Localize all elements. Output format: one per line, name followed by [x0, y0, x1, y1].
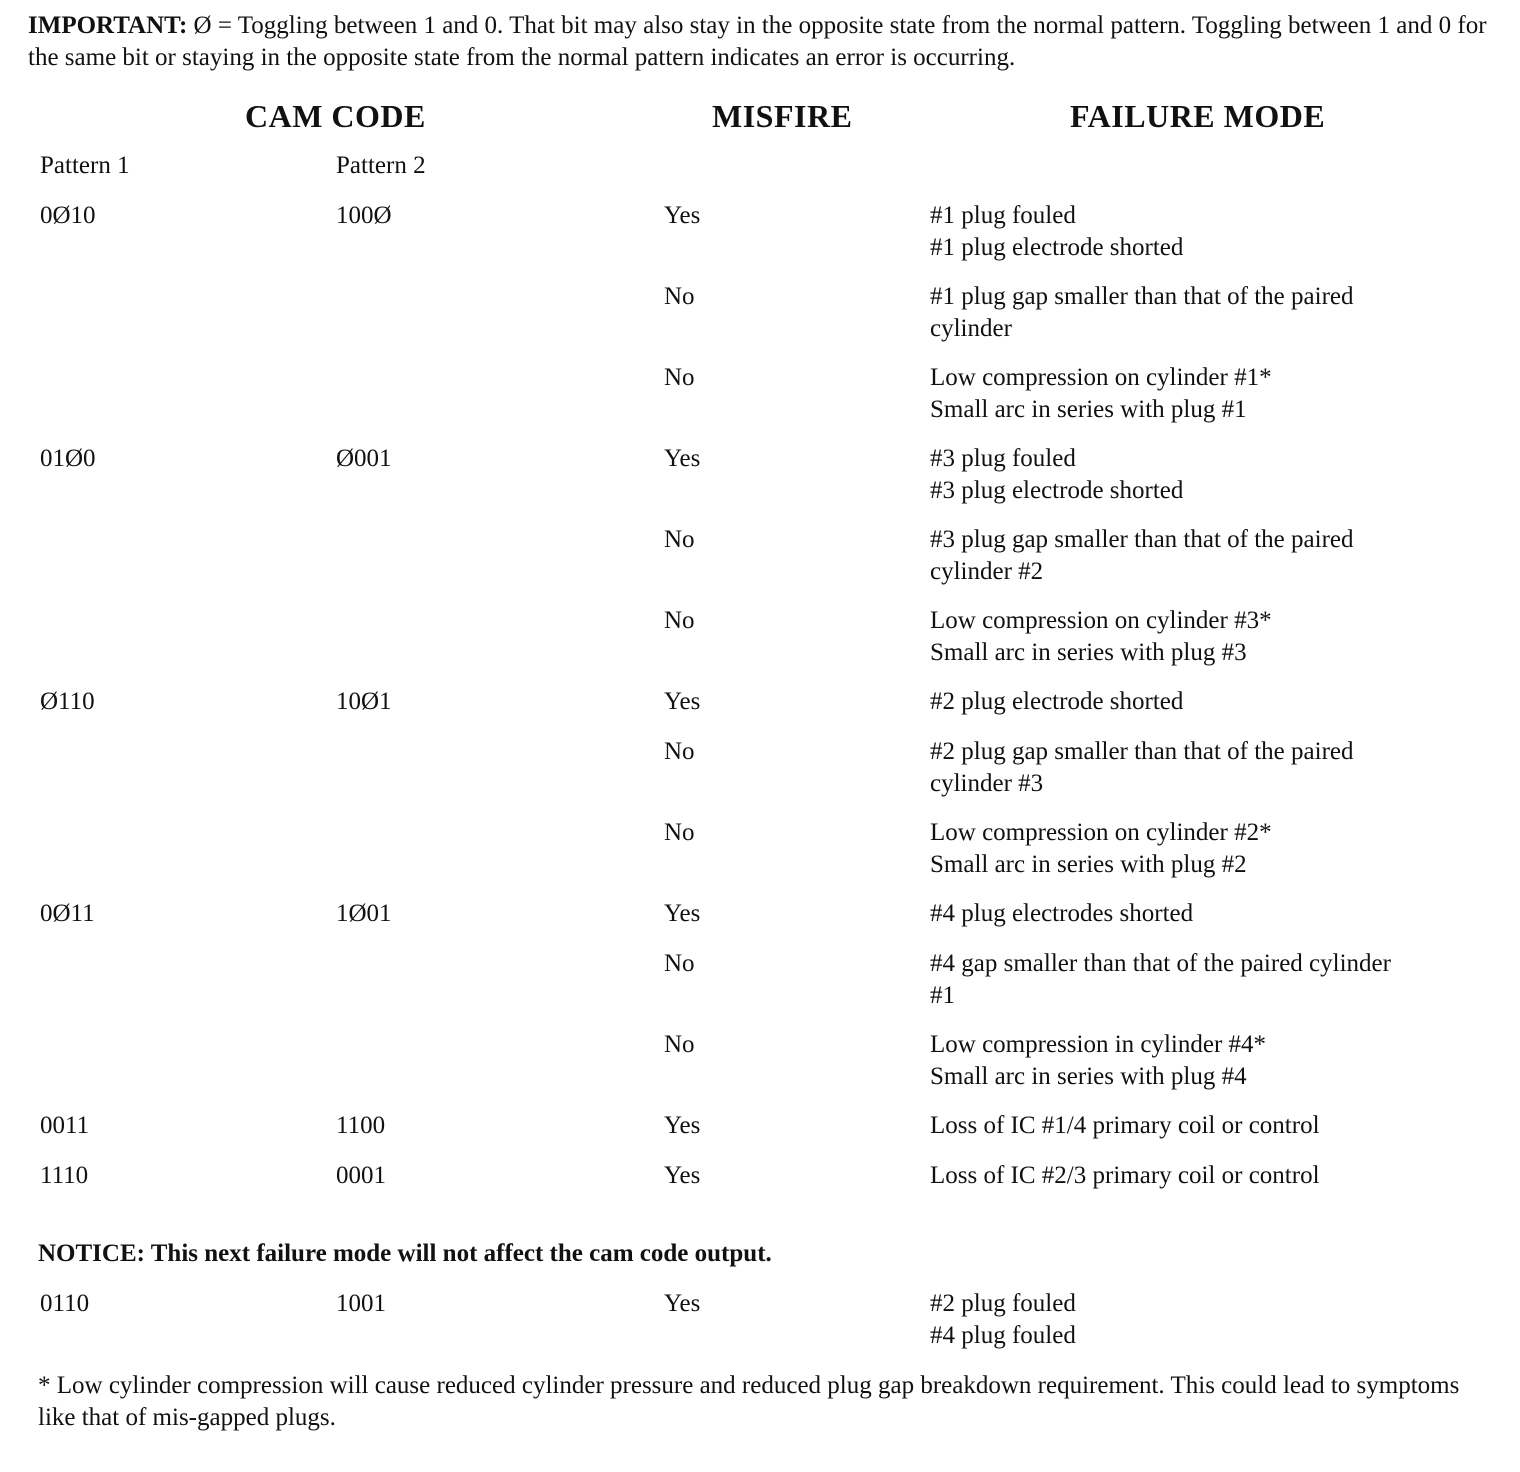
pattern2-cell: 10Ø1: [336, 688, 392, 715]
failure-line: Small arc in series with plug #2: [930, 851, 1247, 878]
failure-line: Small arc in series with plug #1: [930, 396, 1247, 423]
table-row: [0, 200, 1520, 281]
failure-line: #3 plug gap smaller than that of the paired: [930, 526, 1354, 553]
pattern2-cell: 1Ø01: [336, 900, 392, 927]
failure-cell: [930, 898, 1490, 930]
failure-line: #4 plug fouled: [930, 1322, 1076, 1349]
pattern1-cell: 0110: [40, 1290, 90, 1317]
misfire-header: MISFIRE: [712, 98, 853, 134]
table-row: [0, 1110, 1520, 1160]
failure-cell: [930, 817, 1490, 881]
pattern1-cell: 0011: [40, 1112, 90, 1139]
failure-mode-header: FAILURE MODE: [1070, 98, 1326, 134]
failure-line: #2 plug fouled: [930, 1290, 1076, 1317]
table-row: [0, 898, 1520, 948]
table-row: [0, 281, 1520, 362]
failure-line: #3 plug electrode shorted: [930, 477, 1184, 504]
failure-line: cylinder #3: [930, 770, 1044, 797]
failure-line: #2 plug electrode shorted: [930, 688, 1184, 715]
failure-line: #1 plug electrode shorted: [930, 234, 1184, 261]
failure-line: #4 plug electrodes shorted: [930, 900, 1194, 927]
misfire-cell: Yes: [664, 900, 701, 927]
failure-cell: [930, 200, 1490, 264]
pattern1-cell: 1110: [40, 1162, 89, 1189]
failure-cell: [930, 605, 1490, 669]
table-row: [0, 948, 1520, 1029]
pattern2-cell: 1100: [336, 1112, 386, 1139]
failure-cell: [930, 1110, 1490, 1142]
pattern2-cell: Ø001: [336, 445, 392, 472]
failure-line: Loss of IC #2/3 primary coil or control: [930, 1162, 1320, 1189]
table-row: [0, 443, 1520, 524]
notice-table-row: [0, 1288, 1520, 1358]
pattern1-cell: 0Ø11: [40, 900, 95, 927]
failure-cell: [930, 686, 1490, 718]
failure-cell: [930, 736, 1490, 800]
table-row: [0, 605, 1520, 686]
failure-line: cylinder #2: [930, 558, 1044, 585]
misfire-cell: Yes: [664, 445, 701, 472]
failure-line: #1: [930, 982, 955, 1009]
pattern2-cell: 100Ø: [336, 202, 392, 229]
failure-cell: [930, 524, 1490, 588]
failure-line: Low compression on cylinder #2*: [930, 819, 1272, 846]
pattern1-cell: 01Ø0: [40, 445, 96, 472]
misfire-cell: No: [664, 738, 695, 765]
failure-cell: [930, 1288, 1490, 1352]
pattern2-header: Pattern 2: [336, 152, 426, 179]
table-row: [0, 362, 1520, 443]
misfire-cell: Yes: [664, 1162, 701, 1189]
misfire-cell: Yes: [664, 1290, 701, 1317]
cam-code-header: CAM CODE: [245, 98, 426, 134]
misfire-cell: No: [664, 819, 695, 846]
failure-line: Low compression on cylinder #1*: [930, 364, 1272, 391]
pattern2-cell: 1001: [336, 1290, 386, 1317]
pattern1-cell: Ø110: [40, 688, 95, 715]
misfire-cell: No: [664, 283, 695, 310]
failure-line: #4 gap smaller than that of the paired cylinder: [930, 950, 1391, 977]
failure-cell: [930, 1160, 1490, 1192]
table-row: [0, 524, 1520, 605]
pattern2-cell: 0001: [336, 1162, 386, 1189]
misfire-cell: No: [664, 364, 695, 391]
failure-line: #1 plug gap smaller than that of the paired: [930, 283, 1354, 310]
misfire-cell: Yes: [664, 202, 701, 229]
failure-cell: [930, 1029, 1490, 1093]
failure-line: Small arc in series with plug #4: [930, 1063, 1247, 1090]
pattern1-header: Pattern 1: [40, 152, 130, 179]
failure-line: cylinder: [930, 315, 1012, 342]
failure-line: Small arc in series with plug #3: [930, 639, 1247, 666]
failure-line: #1 plug fouled: [930, 202, 1076, 229]
failure-line: Loss of IC #1/4 primary coil or control: [930, 1112, 1320, 1139]
table-row: [0, 736, 1520, 817]
failure-cell: [930, 362, 1490, 426]
failure-table: [0, 200, 1520, 1210]
important-note: [28, 10, 1498, 74]
important-text: Ø = Toggling between 1 and 0. That bit may also stay in the opposite state from the normal pattern. Toggling between 1 and 0 for the same bit or staying in the opposite state from the normal pattern indicates an error is occurring.: [28, 12, 1487, 71]
pattern1-cell: 0Ø10: [40, 202, 96, 229]
notice: NOTICE: This next failure mode will not affect the cam code output.: [38, 1240, 772, 1267]
table-row: [0, 686, 1520, 736]
footnote: * Low cylinder compression will cause reduced cylinder pressure and reduced plug gap breakdown requirement. This could lead to symptoms like that of mis-gapped plugs.: [38, 1372, 1460, 1431]
failure-line: Low compression on cylinder #3*: [930, 607, 1272, 634]
misfire-cell: Yes: [664, 688, 701, 715]
table-row: [0, 817, 1520, 898]
failure-cell: [930, 443, 1490, 507]
failure-cell: [930, 281, 1490, 345]
important-label: IMPORTANT:: [28, 12, 188, 39]
table-row: [0, 1160, 1520, 1210]
misfire-cell: No: [664, 1031, 695, 1058]
failure-line: #3 plug fouled: [930, 445, 1076, 472]
failure-cell: [930, 948, 1490, 1012]
failure-line: Low compression in cylinder #4*: [930, 1031, 1267, 1058]
table-row: [0, 1029, 1520, 1110]
misfire-cell: No: [664, 607, 695, 634]
misfire-cell: Yes: [664, 1112, 701, 1139]
misfire-cell: No: [664, 950, 695, 977]
misfire-cell: No: [664, 526, 695, 553]
failure-line: #2 plug gap smaller than that of the paired: [930, 738, 1354, 765]
